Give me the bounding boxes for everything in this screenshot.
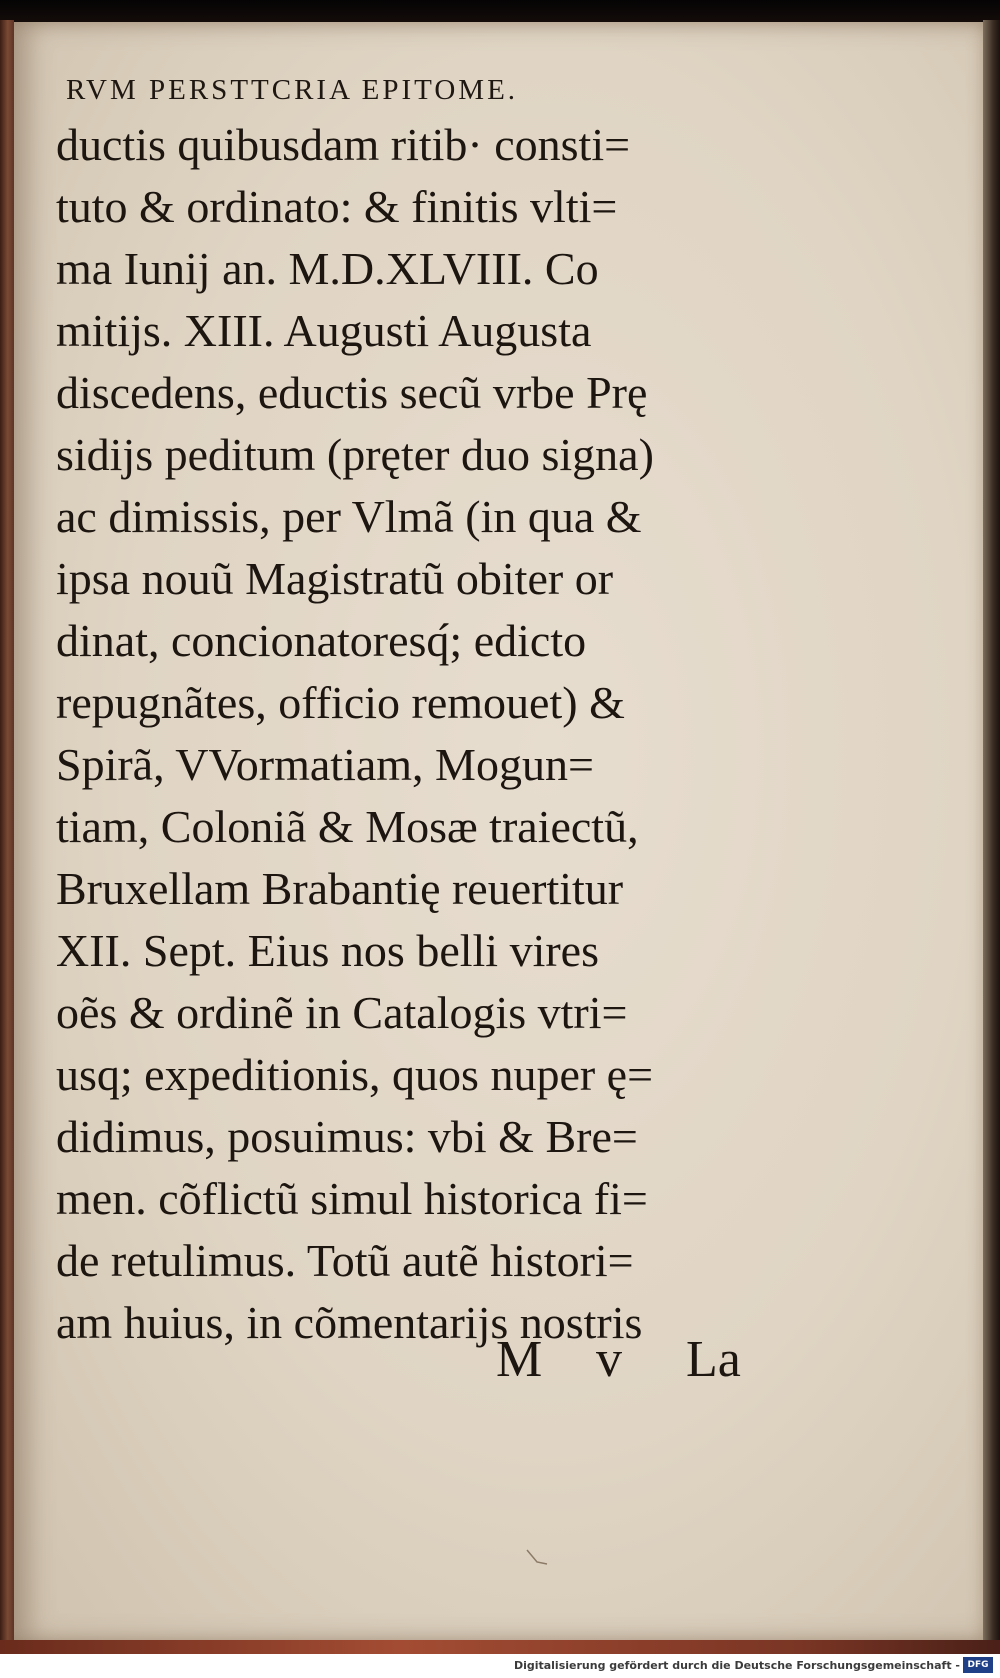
text-line: oẽs & ordinẽ in Catalogis vtri= — [56, 987, 628, 1038]
text-line: ma Iunij an. M.D.XLVIII. Co — [56, 243, 599, 294]
text-line: sidijs peditum (pręter duo signa) — [56, 429, 654, 480]
text-line: tiam, Coloniã & Mosæ traiectũ, — [56, 801, 639, 852]
digitization-credit: Digitalisierung gefördert durch die Deutsche Forschungsgemeinschaft - — [513, 1659, 960, 1672]
text-line: dinat, concionatoresq́; edicto — [56, 615, 587, 666]
signature-mark-number: v — [596, 1331, 622, 1388]
page-right-edge — [983, 20, 1000, 1650]
running-head: RVM PERSTTCRIA EPITOME. — [66, 74, 519, 106]
page-bottom-edge — [0, 1640, 1000, 1654]
text-line: ipsa nouũ Magistratũ obiter or — [56, 553, 614, 604]
signature-and-catchword — [496, 1330, 741, 1389]
scan-top-edge — [0, 0, 1000, 24]
text-line: repugnãtes, officio remouet) & — [56, 677, 625, 728]
catchword: La — [686, 1331, 741, 1388]
text-line: tuto & ordinato: & finitis vlti= — [56, 181, 618, 232]
text-line: usq; expeditionis, quos nuper ę= — [56, 1049, 654, 1100]
text-line: Bruxellam Brabantię reuertitur — [56, 863, 624, 914]
dfg-logo: DFG — [963, 1657, 993, 1673]
signature-mark-letter: M — [496, 1331, 543, 1388]
pencil-mark-icon — [525, 1548, 549, 1566]
text-line: discedens, eductis secũ vrbe Prę — [56, 367, 648, 418]
binding-edge — [0, 20, 14, 1660]
text-line: men. cõflictũ simul historica fi= — [56, 1173, 648, 1224]
text-line: Spirã, VVormatiam, Mogun= — [56, 739, 594, 790]
text-line: XII. Sept. Eius nos belli vires — [56, 925, 599, 976]
text-line: didimus, posuimus: vbi & Bre= — [56, 1111, 638, 1162]
body-text — [56, 114, 756, 1354]
text-line: mitijs. XIII. Augusti Augusta — [56, 305, 592, 356]
text-line: ductis quibusdam ritib· consti= — [56, 119, 631, 170]
text-line: am huius, in cõmentarijs nostris — [56, 1297, 643, 1348]
text-line: de retulimus. Totũ autẽ histori= — [56, 1235, 634, 1286]
text-line: ac dimissis, per Vlmã (in qua & — [56, 491, 642, 542]
